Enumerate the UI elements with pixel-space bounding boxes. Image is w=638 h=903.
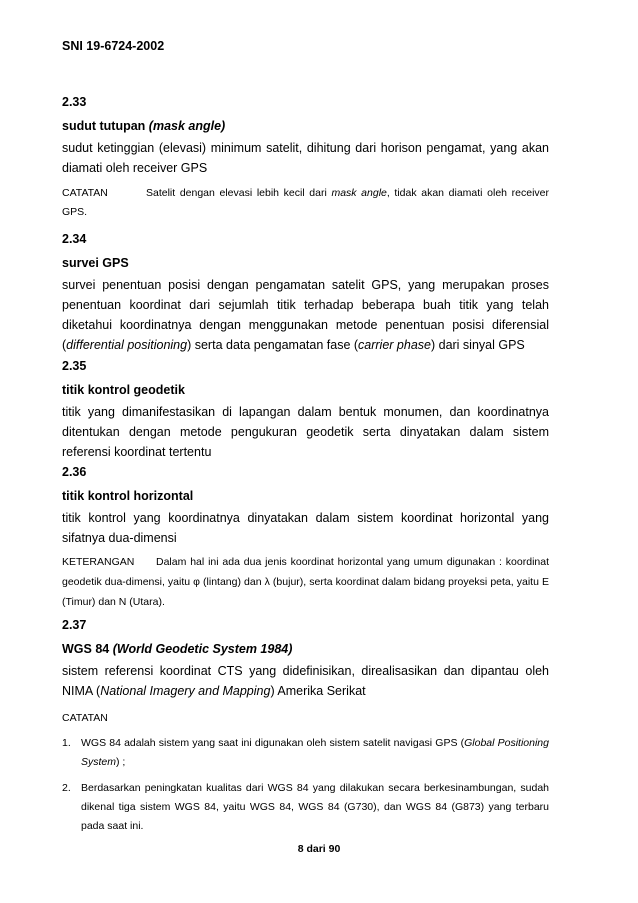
note-label: CATATAN [62,187,108,199]
list-item: 1. WGS 84 adalah sistem yang saat ini digunakan oleh sistem satelit navigasi GPS (Global Positioning System) ; [62,737,549,768]
entry-term: titik kontrol geodetik [62,383,185,397]
entry-2-33 [62,95,549,222]
entry-2-37 [62,618,549,836]
note-label: KETERANGAN [62,556,135,568]
document-code: SNI 19-6724-2002 [62,39,165,53]
entry-note: KETERANGAN Dalam hal ini ada dua jenis koordinat horizontal yang umum digunakan : koordinat geodetik dua-dimensi, yaitu φ (lintang) dan λ (bujur), serta koordinat dalam bidang proyeksi peta, yaitu E (Timur) dan N (Utara). [62,552,549,612]
entry-definition: sudut ketinggian (elevasi) minimum satelit, dihitung dari horison pengamat, yang akan diamati oleh receiver GPS [62,141,549,175]
entry-number: 2.37 [62,618,87,632]
entry-term: titik kontrol horizontal [62,489,194,503]
entry-definition: sistem referensi koordinat CTS yang didefinisikan, direalisasikan dan dipantau oleh NIMA (National Imagery and Mapping) Amerika Serikat [62,664,549,698]
entry-number: 2.33 [62,95,87,109]
entry-number: 2.35 [62,359,87,373]
page-number: 8 dari 90 [297,843,341,855]
entry-term: survei GPS [62,256,129,270]
entry-definition: survei penentuan posisi dengan pengamatan satelit GPS, yang merupakan proses penentuan koordinat dari sejumlah titik terhadap beberapa buah titik yang telah diketahui koordinatnya dengan menggunakan metode penentuan posisi diferensial (differential positioning) serta data pengamatan fase (carrier phase) dari sinyal GPS [62,278,549,352]
entry-2-36 [62,465,549,612]
list-item: 2. Berdasarkan peningkatan kualitas dari WGS 84 yang dilakukan secara berkesinambungan, sudah dikenal tiga sistem WGS 84, yaitu WGS 84, WGS 84 (G730), dan WGS 84 (G873) yang terbaru pada saat ini. [62,782,549,832]
entry-note: CATATAN Satelit dengan elevasi lebih kecil dari mask angle, tidak akan diamati oleh receiver GPS. [62,184,549,222]
entry-definition: titik yang dimanifestasikan di lapangan dalam bentuk monumen, dan koordinatnya ditentukan dengan metode pengukuran geodetik serta dinyatakan dalam sistem referensi koordinat tertentu [62,405,549,459]
entry-number: 2.36 [62,465,87,479]
entry-2-35 [62,359,549,462]
entry-2-34 [62,232,549,355]
note-list [62,734,549,836]
entry-term: sudut tutupan (mask angle) [62,119,226,133]
entry-term: WGS 84 (World Geodetic System 1984) [62,642,293,656]
entry-definition: titik kontrol yang koordinatnya dinyatakan dalam sistem koordinat horizontal yang sifatnya dua-dimensi [62,511,549,545]
entry-number: 2.34 [62,232,87,246]
note-label: CATATAN [62,712,108,724]
